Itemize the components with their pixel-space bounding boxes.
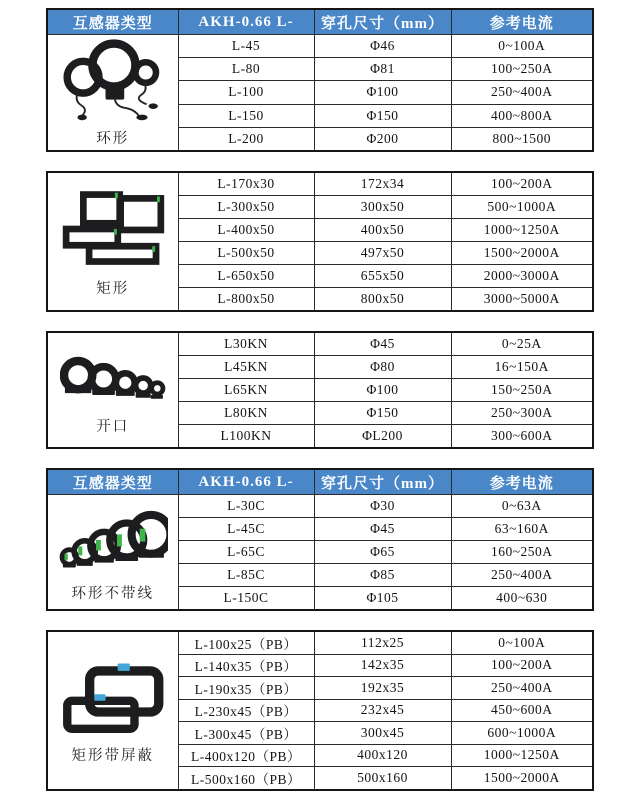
current-cell: 0~100A [451, 35, 593, 58]
size-cell: 112x25 [314, 631, 451, 654]
size-cell: Φ100 [314, 81, 451, 104]
current-cell: 16~150A [451, 356, 593, 379]
ring-ct-no-wires-image [58, 502, 168, 578]
split-core-ct-image [60, 345, 166, 411]
spec-table-split-core [46, 331, 594, 449]
current-cell: 0~25A [451, 332, 593, 356]
model-cell: L-100 [178, 81, 314, 104]
size-cell: 400x120 [314, 744, 451, 767]
model-cell: L100KN [178, 425, 314, 449]
type-label: 环形 [96, 131, 130, 147]
col-header-model: AKH-0.66 L- [178, 9, 314, 35]
size-cell: Φ45 [314, 332, 451, 356]
table-row [47, 332, 593, 356]
table-row [47, 495, 593, 518]
current-cell: 250~400A [451, 677, 593, 700]
model-cell: L-140x35（PB） [178, 654, 314, 677]
model-cell: L-45C [178, 518, 314, 541]
model-cell: L-400x50 [178, 219, 314, 242]
model-cell: L-100x25（PB） [178, 631, 314, 654]
model-cell: L-150C [178, 587, 314, 611]
size-cell: Φ45 [314, 518, 451, 541]
current-cell: 800~1500 [451, 127, 593, 151]
current-cell: 250~300A [451, 402, 593, 425]
model-cell: L80KN [178, 402, 314, 425]
spec-table-rectangular [46, 171, 594, 312]
current-cell: 400~630 [451, 587, 593, 611]
product-photo-cell [47, 332, 178, 448]
col-header-current: 参考电流 [451, 469, 593, 495]
size-cell: 192x35 [314, 677, 451, 700]
model-cell: L-800x50 [178, 288, 314, 312]
ring-ct-with-wires-image [61, 37, 165, 123]
size-cell: Φ85 [314, 564, 451, 587]
model-cell: L-500x50 [178, 242, 314, 265]
model-cell: L-85C [178, 564, 314, 587]
model-cell: L-650x50 [178, 265, 314, 288]
current-cell: 3000~5000A [451, 288, 593, 312]
size-cell: Φ150 [314, 402, 451, 425]
type-label: 矩形带屏蔽 [71, 747, 154, 764]
type-label: 环形不带线 [71, 585, 154, 602]
model-cell: L45KN [178, 356, 314, 379]
current-cell: 500~1000A [451, 196, 593, 219]
model-cell: L-500x160（PB） [178, 767, 314, 790]
type-label: 开口 [96, 418, 130, 435]
model-cell: L-150 [178, 104, 314, 127]
model-cell: L-170x30 [178, 172, 314, 196]
spec-table-ring [46, 8, 594, 152]
model-cell: L-300x45（PB） [178, 722, 314, 745]
current-cell: 100~250A [451, 58, 593, 81]
size-cell: Φ105 [314, 587, 451, 611]
model-cell: L-190x35（PB） [178, 677, 314, 700]
header-row [47, 469, 593, 495]
size-cell: Φ46 [314, 35, 451, 58]
current-cell: 2000~3000A [451, 265, 593, 288]
product-photo-cell [47, 631, 178, 790]
shielded-rectangular-ct-image [61, 656, 165, 740]
current-cell: 0~63A [451, 495, 593, 518]
model-cell: L-400x120（PB） [178, 744, 314, 767]
current-cell: 600~1000A [451, 722, 593, 745]
model-cell: L-200 [178, 127, 314, 151]
size-cell: 800x50 [314, 288, 451, 312]
size-cell: 232x45 [314, 699, 451, 722]
rectangular-ct-image [60, 185, 166, 273]
product-photo-cell [47, 172, 178, 311]
model-cell: L-230x45（PB） [178, 699, 314, 722]
current-cell: 1000~1250A [451, 219, 593, 242]
size-cell: Φ100 [314, 379, 451, 402]
model-cell: L65KN [178, 379, 314, 402]
size-cell: 497x50 [314, 242, 451, 265]
size-cell: ΦL200 [314, 425, 451, 449]
current-cell: 160~250A [451, 541, 593, 564]
col-header-size: 穿孔尺寸（mm） [314, 469, 451, 495]
current-cell: 1000~1250A [451, 744, 593, 767]
table-row [47, 172, 593, 196]
col-header-type: 互感器类型 [47, 9, 178, 35]
current-cell: 250~400A [451, 564, 593, 587]
current-cell: 63~160A [451, 518, 593, 541]
size-cell: 300x50 [314, 196, 451, 219]
type-label: 矩形 [96, 281, 130, 297]
product-photo-cell [47, 495, 178, 611]
size-cell: Φ80 [314, 356, 451, 379]
model-cell: L-30C [178, 495, 314, 518]
product-photo-cell [47, 35, 178, 152]
spec-table-ring-no-wires [46, 468, 594, 611]
header-row [47, 9, 593, 35]
size-cell: 172x34 [314, 172, 451, 196]
size-cell: Φ81 [314, 58, 451, 81]
model-cell: L30KN [178, 332, 314, 356]
current-cell: 1500~2000A [451, 767, 593, 790]
current-cell: 300~600A [451, 425, 593, 449]
model-cell: L-80 [178, 58, 314, 81]
table-row [47, 631, 593, 654]
model-cell: L-65C [178, 541, 314, 564]
col-header-model: AKH-0.66 L- [178, 469, 314, 495]
size-cell: Φ200 [314, 127, 451, 151]
size-cell: 300x45 [314, 722, 451, 745]
col-header-size: 穿孔尺寸（mm） [314, 9, 451, 35]
size-cell: Φ150 [314, 104, 451, 127]
size-cell: 142x35 [314, 654, 451, 677]
size-cell: Φ30 [314, 495, 451, 518]
model-cell: L-300x50 [178, 196, 314, 219]
current-cell: 450~600A [451, 699, 593, 722]
spec-table-shielded-rectangular [46, 630, 594, 791]
current-cell: 0~100A [451, 631, 593, 654]
current-cell: 400~800A [451, 104, 593, 127]
current-cell: 250~400A [451, 81, 593, 104]
current-cell: 100~200A [451, 654, 593, 677]
model-cell: L-45 [178, 35, 314, 58]
col-header-current: 参考电流 [451, 9, 593, 35]
size-cell: 655x50 [314, 265, 451, 288]
current-cell: 100~200A [451, 172, 593, 196]
current-cell: 1500~2000A [451, 242, 593, 265]
size-cell: 400x50 [314, 219, 451, 242]
current-cell: 150~250A [451, 379, 593, 402]
col-header-type: 互感器类型 [47, 469, 178, 495]
table-row [47, 35, 593, 58]
size-cell: Φ65 [314, 541, 451, 564]
size-cell: 500x160 [314, 767, 451, 790]
